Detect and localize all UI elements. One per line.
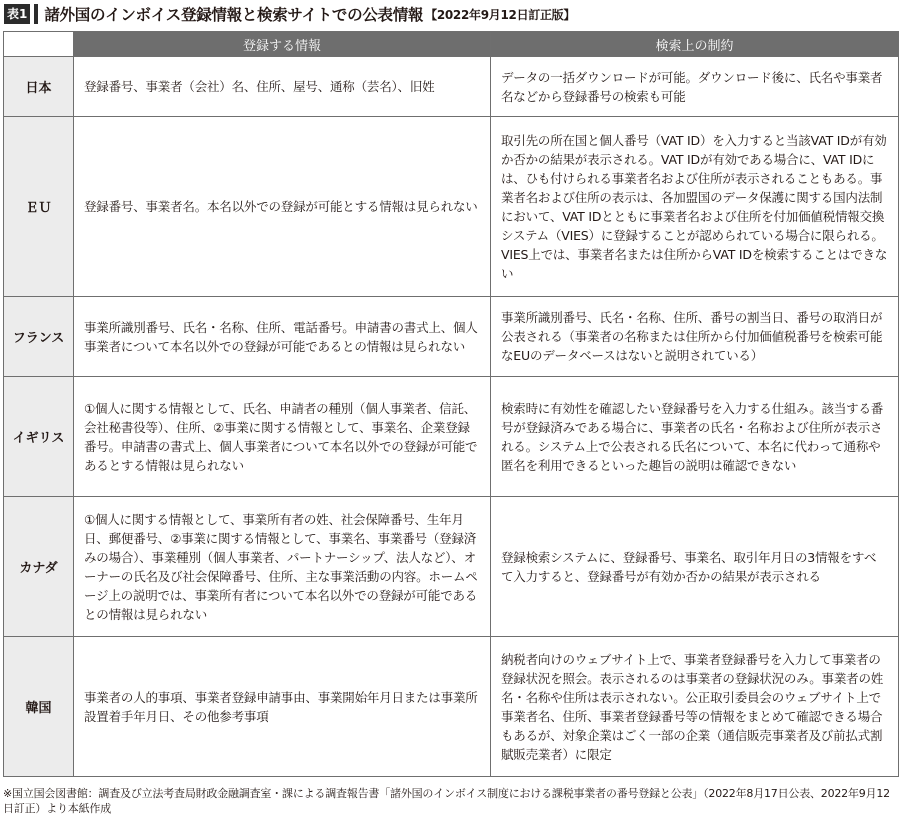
search-constraint-cell: 納税者向けのウェブサイト上で、事業者登録番号を入力して事業者の登録状況を照会。表示されるのは事業者の登録状況のみ。事業者の姓名・名称や住所は表示されない。公正取引委員会のウェブサイト上で事業者名、住所、事業者登録番号等の情報をまとめて確認できる場合もあるが、対象企業はごく一部の企業（通信販売事業者及び前払式割賦販売業者）に限定 [491, 637, 899, 777]
search-constraint-cell: 検索時に有効性を確認したい登録番号を入力する仕組み。該当する番号が登録済みである場合に、事業者の氏名・名称および住所が表示される。システム上で公表される氏名について、本名に代わって通称や匿名を利用できるといった趣旨の説明は確認できない [491, 377, 899, 497]
country-cell: ＥＵ [4, 117, 74, 297]
table-title [4, 3, 575, 25]
country-cell: カナダ [4, 497, 74, 637]
country-cell: 韓国 [4, 637, 74, 777]
header-row [4, 32, 899, 57]
revision-note: 【2022年9月12日訂正版】 [425, 7, 576, 22]
table-row-france [4, 297, 899, 377]
search-constraint-cell: 事業所識別番号、氏名・名称、住所、番号の割当日、番号の取消日が公表される（事業者の名称または住所から付加価値税番号を検索可能なEUのデータベースはないと説明されている） [491, 297, 899, 377]
country-cell: フランス [4, 297, 74, 377]
country-cell: 日本 [4, 57, 74, 117]
comparison-table [3, 31, 899, 777]
search-constraint-cell: 登録検索システムに、登録番号、事業名、取引年月日の3情報をすべて入力すると、登録番号が有効か否かの結果が表示される [491, 497, 899, 637]
header-search-constraints: 検索上の制約 [491, 32, 899, 57]
registered-info-cell: ①個人に関する情報として、事業所有者の姓、社会保障番号、生年月日、郵便番号、②事業に関する情報として、事業名、事業番号（登録済みの場合）、事業種別（個人事業者、パートナーシップ、法人など）、オーナーの氏名及び社会保障番号、住所、主な事業活動の内容。ホームページ上の説明では、事業所有者について本名以外での登録が可能であるとの情報は見られない [74, 497, 491, 637]
search-constraint-cell: 取引先の所在国と個人番号（VAT ID）を入力すると当該VAT IDが有効か否かの結果が表示される。VAT IDが有効である場合に、VAT IDには、ひも付けられる事業者名および住所が表示されることもある。事業者名および住所の表示は、各加盟国のデータ保護に関する国内法制において、VAT IDとともに事業者名および住所を付加価値税情報交換システム（VIES）に登録することが認められている場合に限られる。VIES上では、事業者名または住所からVAT IDを検索することはできない [491, 117, 899, 297]
table-row-japan [4, 57, 899, 117]
table-title-text: 諸外国のインボイス登録情報と検索サイトでの公表情報 [44, 6, 424, 24]
header-corner [4, 32, 74, 57]
table-row-uk [4, 377, 899, 497]
country-cell: イギリス [4, 377, 74, 497]
table-row-canada [4, 497, 899, 637]
source-footnote: ※国立国会図書館：調査及び立法考査局財政金融調査室・課による調査報告書「諸外国のインボイス制度における課税事業者の番号登録と公表」（2022年8月17日公表、2022年9月12日訂正）より本紙作成 [3, 787, 890, 815]
registered-info-cell: 事業所識別番号、氏名・名称、住所、電話番号。申請書の書式上、個人事業者について本名以外での登録が可能であるとの情報は見られない [74, 297, 491, 377]
header-registered-info: 登録する情報 [74, 32, 491, 57]
registered-info-cell: 事業者の人的事項、事業者登録申請事由、事業開始年月日または事業所設置着手年月日、その他参考事項 [74, 637, 491, 777]
registered-info-cell: 登録番号、事業者名。本名以外での登録が可能とする情報は見られない [74, 117, 491, 297]
search-constraint-cell: データの一括ダウンロードが可能。ダウンロード後に、氏名や事業者名などから登録番号の検索も可能 [491, 57, 899, 117]
title-divider [34, 4, 38, 24]
registered-info-cell: ①個人に関する情報として、氏名、申請者の種別（個人事業者、信託、会社秘書役等）、住所、②事業に関する情報として、事業名、企業登録番号。申請書の書式上、個人事業者について本名以外での登録が可能であるとする情報は見られない [74, 377, 491, 497]
table-row-eu [4, 117, 899, 297]
table-row-korea [4, 637, 899, 777]
table-number-badge: 表1 [4, 4, 30, 24]
registered-info-cell: 登録番号、事業者（会社）名、住所、屋号、通称（芸名）、旧姓 [74, 57, 491, 117]
